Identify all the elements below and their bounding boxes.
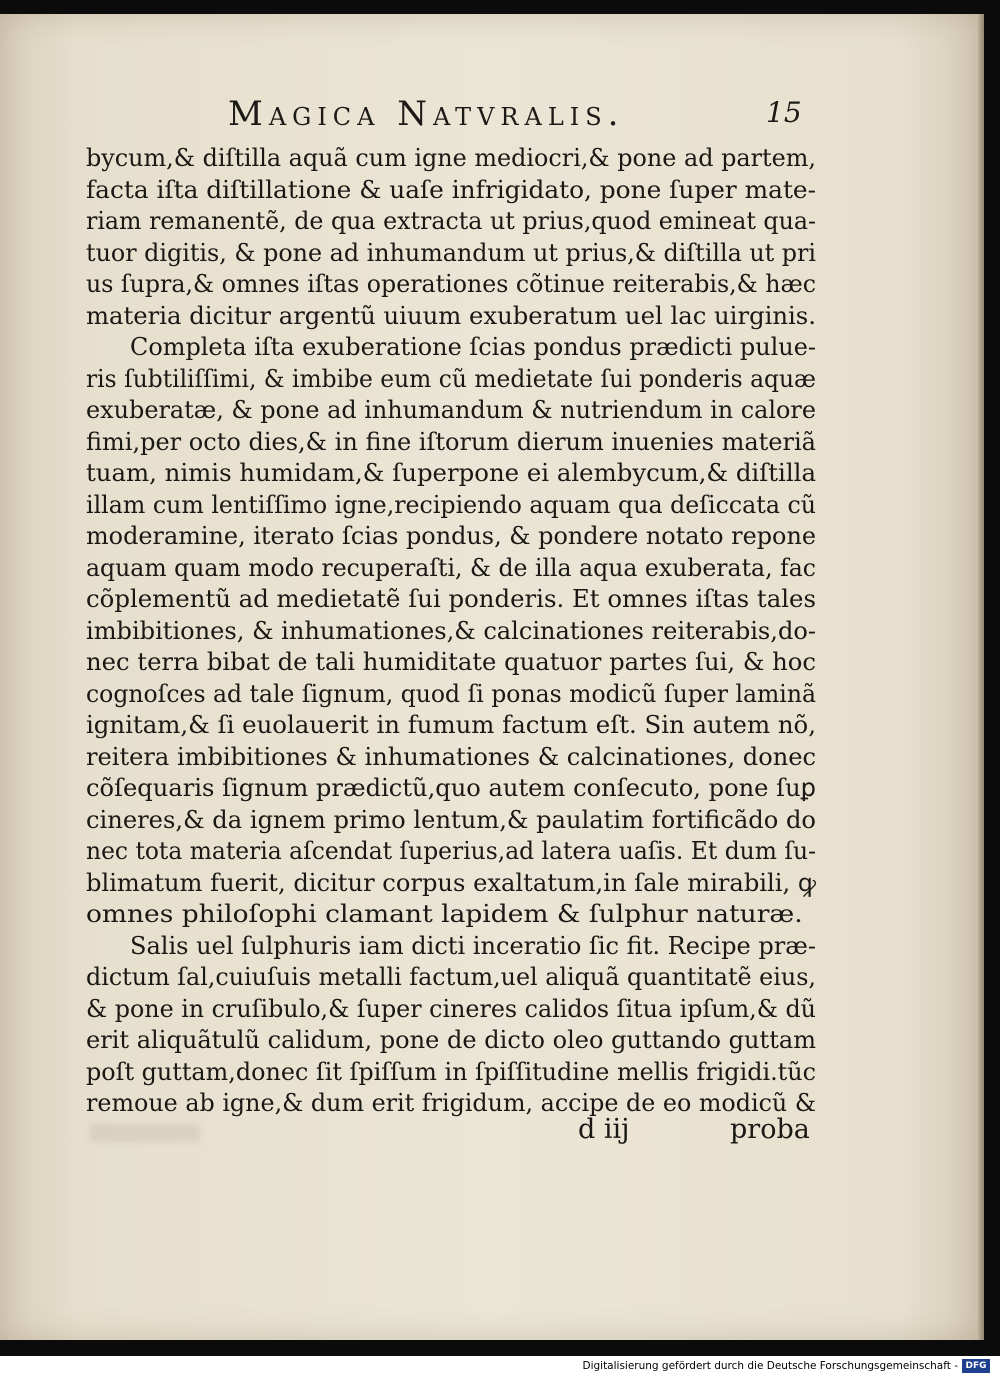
page-edge (978, 14, 984, 1340)
text-line: moderamine, iterato ſcias pondus, & pondere notato repone (86, 521, 816, 550)
page-header (0, 94, 978, 138)
text-line: imbibitiones, & inhumationes,& calcinationes reiterabis,do- (86, 615, 816, 645)
credit-bar (0, 1356, 1000, 1377)
text-line: facta iſta diſtillatione & uaſe infrigidato, pone ſuper mate- (86, 174, 816, 204)
text-line: illam cum lentiſſimo igne,recipiendo aquam qua deſiccata cũ (86, 489, 816, 519)
page-footer (0, 1114, 978, 1154)
text-line: Completa iſta exuberatione ſcias pondus prædicti pulue- (130, 332, 816, 361)
body-text (86, 142, 816, 1119)
credit-text: Digitalisierung gefördert durch die Deutsche Forschungsgemeinschaft - (582, 1360, 958, 1372)
text-line: poſt guttam,donec ſit ſpiſſum in ſpiſſitudine mellis frigidi.tũc (86, 1056, 816, 1086)
text-line: blimatum fuerit, dicitur corpus exaltatum,in ſale mirabili, ꝙ (86, 867, 816, 897)
text-line: ris ſubtiliſſimi, & imbibe eum cũ medietate ſui ponderis aquæ (86, 363, 816, 393)
running-title: Magica Natvralis. (228, 94, 625, 134)
text-line: nec tota materia aſcendat ſuperius,ad latera uaſis. Et dum ſu- (86, 836, 816, 865)
text-line: cognoſces ad tale ſignum, quod ſi ponas modicũ ſuper laminã (86, 678, 816, 708)
text-line: cineres,& da ignem primo lentum,& paulatim fortificãdo do (86, 804, 816, 834)
text-line: riam remanentẽ, de qua extracta ut prius,quod emineat qua- (86, 206, 816, 235)
page-number: 15 (766, 96, 802, 129)
text-line: exuberatæ, & pone ad inhumandum & nutriendum in calore (86, 395, 816, 424)
text-line: tuor digitis, & pone ad inhumandum ut prius,& diſtilla ut pri (86, 237, 816, 267)
book-page (0, 14, 978, 1340)
text-line: Salis uel ſulphuris iam dicti inceratio ſic fit. Recipe præ- (130, 930, 816, 960)
text-line: dictum ſal,cuiuſuis metalli factum,uel aliquã quantitatẽ eius, (86, 962, 816, 991)
text-line: & pone in cruſibulo,& ſuper cineres calidos ſitua ipſum,& dũ (86, 993, 816, 1023)
text-line: bycum,& diſtilla aquã cum igne mediocri,& pone ad partem, (86, 143, 816, 172)
text-line: tuam, nimis humidam,& ſuperpone ei alembycum,& diſtilla (86, 458, 816, 487)
text-line: materia dicitur argentũ uiuum exuberatum uel lac uirginis. (86, 300, 816, 330)
text-line: cõſequaris ſignum prædictũ,quo autem conſecuto, pone ſuꝑ (86, 773, 816, 802)
text-line: remoue ab igne,& dum erit frigidum, accipe de eo modicũ & (86, 1088, 816, 1117)
catchword: proba (730, 1114, 810, 1145)
text-line: erit aliquãtulũ calidum, pone de dicto oleo guttando guttam (86, 1025, 816, 1054)
text-line: us ſupra,& omnes iſtas operationes cõtinue reiterabis,& hæc (86, 269, 816, 298)
text-line: fimi,per octo dies,& in fine iſtorum dierum inuenies materiã (86, 426, 816, 456)
text-line: aquam quam modo recuperaſti, & de illa aqua exuberata, fac (86, 552, 816, 582)
text-line: omnes philoſophi clamant lapidem & ſulphur naturæ. (86, 899, 803, 928)
text-line: nec terra bibat de tali humiditate quatuor partes ſui, & hoc (86, 647, 816, 676)
dfg-logo: DFG (962, 1359, 990, 1373)
text-line: ignitam,& ſi euolauerit in fumum factum eſt. Sin autem nõ, (86, 710, 816, 739)
text-line: reitera imbibitiones & inhumationes & calcinationes, donec (86, 741, 816, 771)
text-line: cõplementũ ad medietatẽ ſui ponderis. Et omnes iſtas tales (86, 584, 816, 613)
signature-mark: d iij (578, 1114, 630, 1145)
